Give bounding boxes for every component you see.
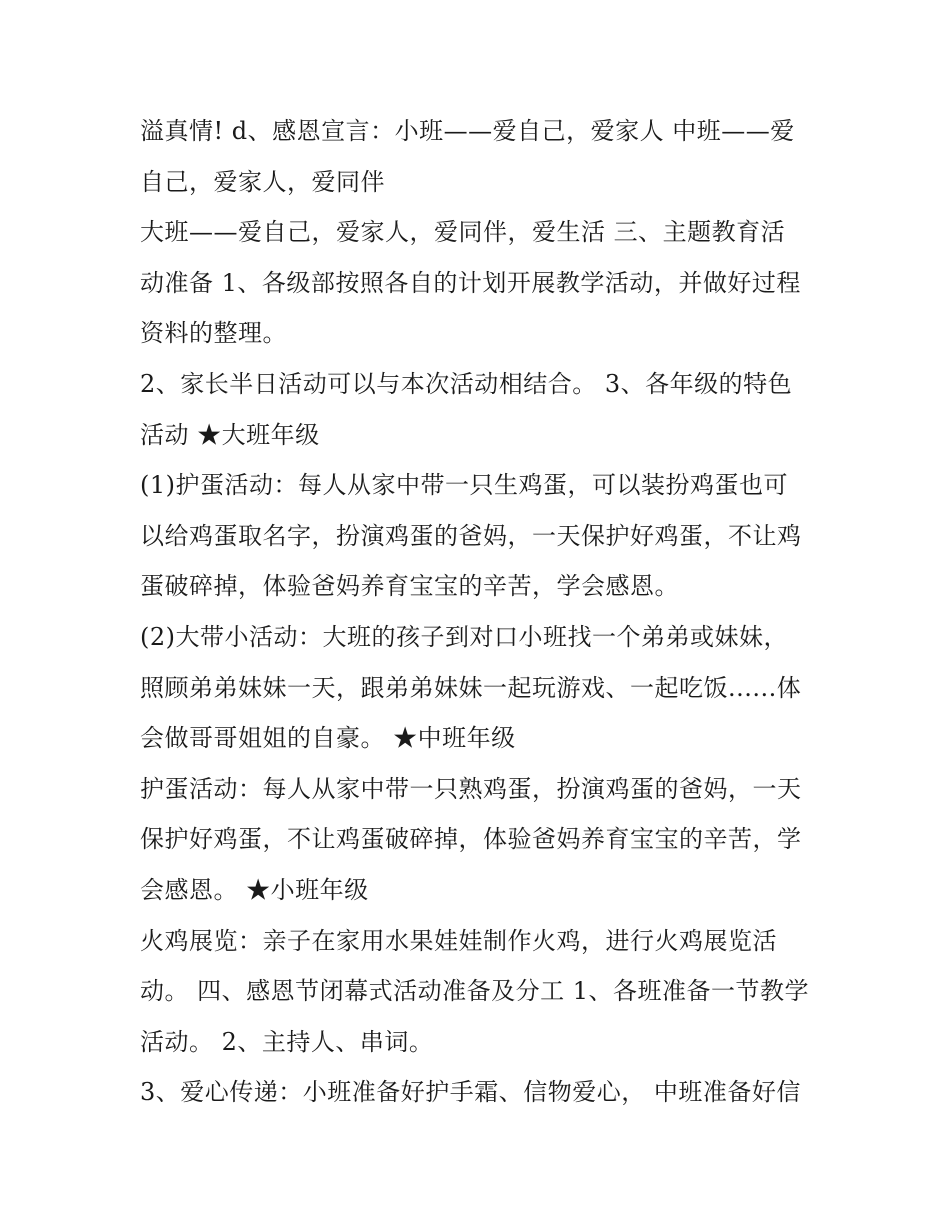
- text-line: 2、家长半日活动可以与本次活动相结合。 3、各年级的特色: [140, 369, 793, 398]
- text-line: (1)护蛋活动：每人从家中带一只生鸡蛋，可以装扮鸡蛋也可: [140, 471, 788, 500]
- text-line: 保护好鸡蛋，不让鸡蛋破碎掉，体验爸妈养育宝宝的辛苦，学: [140, 825, 802, 854]
- text-line: 动准备 1、各级部按照各自的计划开展教学活动，并做好过程: [140, 268, 801, 297]
- text-line: 会感恩。 ★小班年级: [140, 875, 369, 904]
- text-line: 动。 四、感恩节闭幕式活动准备及分工 1、各班准备一节教学: [140, 977, 810, 1006]
- text-line: (2)大带小活动：大班的孩子到对口小班找一个弟弟或妹妹，: [140, 622, 788, 651]
- document-body: [140, 106, 820, 1118]
- text-line: 以给鸡蛋取名字，扮演鸡蛋的爸妈，一天保护好鸡蛋，不让鸡: [140, 521, 802, 550]
- text-line: 活动。 2、主持人、串词。: [140, 1027, 434, 1056]
- text-line: 蛋破碎掉，体验爸妈养育宝宝的辛苦，学会感恩。: [140, 572, 679, 601]
- text-line: 自己，爱家人，爱同伴: [140, 167, 385, 196]
- text-line: 照顾弟弟妹妹一天，跟弟弟妹妹一起玩游戏、一起吃饭......体: [140, 673, 802, 702]
- text-line: 活动 ★大班年级: [140, 420, 320, 449]
- text-line: 溢真情! d、感恩宣言：小班——爱自己，爱家人 中班——爱: [140, 117, 795, 145]
- text-line: 护蛋活动：每人从家中带一只熟鸡蛋，扮演鸡蛋的爸妈，一天: [140, 774, 802, 803]
- text-line: 会做哥哥姐姐的自豪。 ★中班年级: [140, 724, 516, 753]
- text-line: 大班——爱自己，爱家人，爱同伴，爱生活 三、主题教育活: [140, 218, 786, 247]
- text-line: 火鸡展览：亲子在家用水果娃娃制作火鸡，进行火鸡展览活: [140, 926, 777, 955]
- text-line: 3、爱心传递：小班准备好护手霜、信物爱心， 中班准备好信: [140, 1078, 801, 1107]
- text-line: 资料的整理。: [140, 319, 287, 348]
